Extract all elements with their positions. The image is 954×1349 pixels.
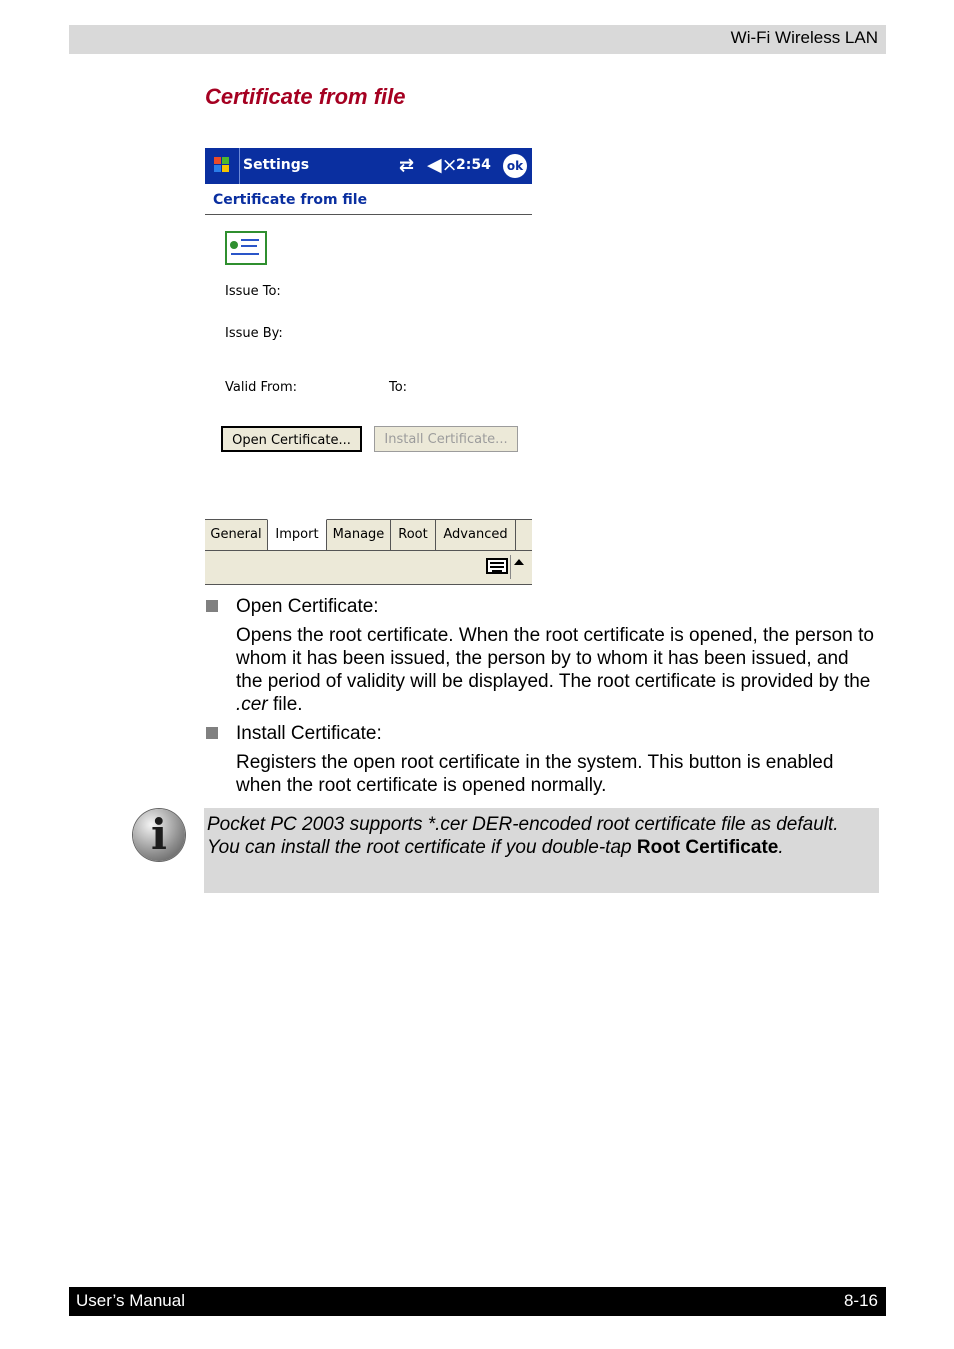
tab-bar	[205, 519, 532, 551]
issue-to-label: Issue To:	[225, 284, 281, 299]
separator	[510, 555, 511, 579]
ok-button[interactable]: ok	[503, 154, 527, 178]
valid-from-label: Valid From:	[225, 380, 298, 395]
certificate-icon	[225, 231, 267, 265]
page-footer	[69, 1287, 886, 1316]
issue-by-label: Issue By:	[225, 326, 283, 341]
tab-manage[interactable]: Manage	[327, 520, 391, 550]
title-bar	[205, 148, 532, 184]
valid-to-label: To:	[389, 380, 408, 395]
tab-import[interactable]: Import	[267, 519, 327, 551]
speaker-muted-icon[interactable]: ◀×	[427, 154, 458, 176]
header-section-title: Wi-Fi Wireless LAN	[730, 28, 878, 47]
tab-root[interactable]: Root	[391, 520, 436, 550]
pocket-pc-screenshot	[205, 148, 532, 585]
screen-heading: Certificate from file	[213, 192, 368, 208]
info-icon: i	[133, 809, 185, 861]
page-number: 8-16	[843, 1291, 878, 1310]
install-certificate-button[interactable]: Install Certificate...	[374, 426, 518, 452]
command-bar	[205, 550, 532, 585]
windows-start-icon[interactable]	[205, 148, 240, 184]
note-box	[204, 808, 879, 893]
tab-general[interactable]: General	[205, 520, 268, 550]
page-header	[69, 25, 886, 54]
bullet-icon	[206, 600, 218, 612]
app-title: Settings	[243, 157, 310, 173]
tab-advanced[interactable]: Advanced	[436, 520, 516, 550]
note-text: Pocket PC 2003 supports *.cer DER-encoded root certificate file as default. You can install the root certificate if you double-tap Root Certificate.	[207, 814, 839, 858]
keyboard-icon[interactable]	[486, 558, 508, 574]
connectivity-icon[interactable]: ⇄	[399, 155, 415, 176]
open-certificate-term: Open Certificate:	[236, 596, 379, 617]
clock-time[interactable]: 2:54	[456, 157, 491, 173]
open-certificate-description: Opens the root certificate. When the root certificate is opened, the person to whom it has been issued, the person by to whom it has been issued, and the period of validity will be displayed. The root certificate is provided by the .cer file.	[236, 625, 874, 715]
install-certificate-description: Registers the open root certificate in the system. This button is enabled when the root certificate is opened normally.	[236, 752, 834, 796]
section-title: Certificate from file	[205, 84, 406, 109]
open-certificate-button[interactable]: Open Certificate...	[221, 426, 362, 452]
manual-title: User’s Manual	[76, 1291, 185, 1310]
input-panel-arrow-icon[interactable]	[514, 559, 524, 565]
install-certificate-term: Install Certificate:	[236, 723, 382, 744]
bullet-icon	[206, 727, 218, 739]
heading-divider	[205, 214, 532, 215]
